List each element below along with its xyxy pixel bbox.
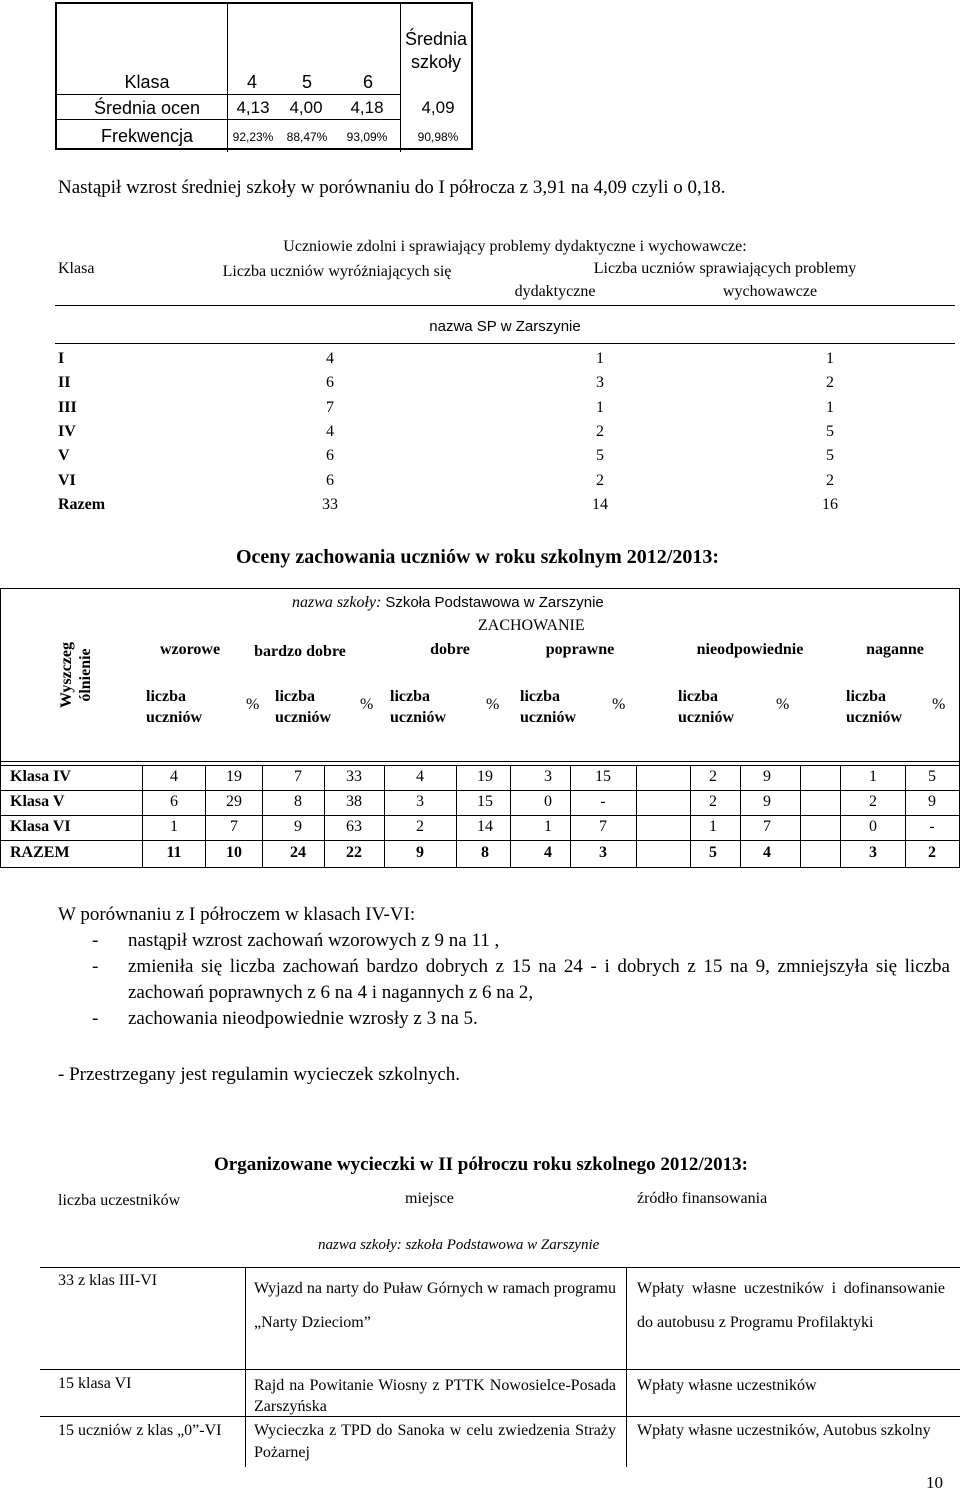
t3-school-label: nazwa szkoły: [292,594,382,611]
t3-cell: 7 [599,818,607,835]
t3-cell: 9 [763,768,771,785]
t3-cell: - [600,793,606,810]
t1-header-6: 6 [362,72,373,92]
t2-cell: 4 [326,422,334,440]
t2-col-problem: Liczba uczniów sprawiających problemy [593,260,857,277]
t3-row-label: Klasa IV [10,768,71,785]
t1-cell: 93,09% [346,130,388,144]
t2-row-label: VI [58,471,76,489]
t2-cell: 3 [596,374,604,392]
t3-cell: 33 [346,768,362,785]
t2-col-klasa: Klasa [58,260,95,277]
t4-place: Rajd na Powitanie Wiosny z PTTK Nowosielce-Posada Zarszyńska [254,1377,616,1415]
t3-cell: 8 [294,793,302,810]
average-increase-sentence: Nastąpił wzrost średniej szkoły w porównaniu do I półrocza z 3,91 na 4,09 czyli o 0,18. [58,177,726,198]
t4-heading: Organizowane wycieczki w II półroczu roku szkolnego 2012/2013: [214,1154,748,1175]
t1-cell: 4,00 [289,98,323,117]
t1-row-label: Średnia ocen [93,98,201,118]
t3-liczba-label: liczba uczniów [678,688,734,726]
t2-cell: 16 [822,495,838,513]
t1-header-5: 5 [301,72,312,92]
t3-liczba-label: liczba uczniów [146,688,202,726]
t2-cell: 1 [826,398,834,416]
t1-row-label: Frekwencja [100,126,194,146]
t2-row-label: V [58,447,70,465]
t3-side-label: Wyszczeg ólnienie [58,641,94,709]
t4-count: 15 uczniów z klas „0”-VI [58,1422,222,1439]
t3-category: poprawne [545,641,615,658]
t2-title: Uczniowie zdolni i sprawiający problemy dydaktyczne i wychowawcze: [283,238,747,255]
t3-cell: 2 [709,768,717,785]
t3-pct-label: % [776,696,790,713]
t4-col-count: liczba uczestników [58,1192,181,1209]
t4-col-place: miejsce [405,1190,454,1207]
t3-cell: 9 [294,818,302,835]
t2-cell: 1 [596,398,604,416]
t3-cell: 5 [709,844,717,861]
t2-cell: 33 [322,495,338,513]
t3-pct-label: % [932,696,946,713]
t3-cell: 19 [477,768,493,785]
t2-cell: 14 [592,495,608,513]
t3-cell: 22 [346,844,362,861]
t3-cell: 3 [416,793,424,810]
summary-intro: W porównaniu z I półroczem w klasach IV-VI: [58,904,416,925]
t1-cell: 4,09 [421,98,455,117]
t2-col-wych: wychowawcze [722,283,818,300]
t2-cell: 2 [826,374,834,392]
t1-cell: 92,23% [232,130,274,144]
t2-cell: 2 [826,471,834,489]
summary-bullet: zmieniła się liczba zachowań bardzo dobrych z 15 na 24 - i dobrych z 15 na 9, zmniejszyła się liczba zachowań poprawnych z 6 na 4 i nagannych z 6 na 2, [128,956,950,1003]
t3-category: bardzo dobre [254,643,346,660]
t3-cell: 1 [170,818,178,835]
t3-cell: 14 [477,818,493,835]
t4-col-fund: źródło finansowania [637,1190,768,1207]
t1-cell: 88,47% [286,130,328,144]
t2-cell: 4 [326,350,334,367]
t2-cell: 1 [596,350,604,367]
t2-cell: 1 [826,350,834,367]
t4-fund: Wpłaty własne uczestników i dofinansowanie do autobusu z Programu Profilaktyki [637,1280,945,1331]
t3-pct-label: % [246,696,260,713]
t2-cell: 2 [596,471,604,489]
t1-header-4: 4 [246,72,257,92]
t4-place: Wycieczka z TPD do Sanoka w celu zwiedzenia Straży Pożarnej [254,1422,616,1461]
t3-cell: 3 [599,844,607,861]
summary-bullet: nastąpił wzrost zachowań wzorowych z 9 na 11 , [128,930,500,951]
t3-liczba-label: liczba uczniów [846,688,902,726]
t3-cell: 0 [869,818,877,835]
t3-cell: 2 [928,844,936,861]
t3-cell: 5 [928,768,936,785]
t3-liczba-label: liczba uczniów [275,688,331,726]
t3-row-label: Klasa VI [10,818,71,835]
t2-cell: 6 [326,447,334,465]
t2-row-label: III [58,398,77,416]
t3-cell: - [929,818,935,835]
t3-cell: 8 [481,844,489,861]
t3-heading: Oceny zachowania uczniów w roku szkolnym 2012/2013: [236,546,719,568]
t3-cell: 2 [709,793,717,810]
t3-row-label: Klasa V [10,793,65,810]
t3-cell: 0 [544,793,552,810]
t3-cell: 7 [763,818,771,835]
t3-pct-label: % [612,696,626,713]
t2-cell: 5 [826,447,834,465]
bullet-mark: - [92,930,99,951]
t1-header-klasa: Klasa [124,72,170,92]
regulamin-note: - Przestrzegany jest regulamin wycieczek szkolnych. [58,1064,461,1085]
t3-category: wzorowe [159,641,221,658]
bullet-mark: - [92,1008,99,1029]
t3-liczba-label: liczba uczniów [390,688,446,726]
t4-count: 33 z klas III-VI [58,1272,158,1289]
t3-category: dobre [430,641,470,658]
t3-cell: 4 [763,844,771,861]
t3-cell: 7 [230,818,238,835]
t3-cell: 6 [170,793,178,810]
t3-cell: 1 [544,818,552,835]
t2-cell: 7 [326,398,334,416]
t3-zachowanie: ZACHOWANIE [478,617,585,634]
t2-col-dyd: dydaktyczne [514,283,596,300]
t3-cell: 29 [226,793,242,810]
t1-cell: 90,98% [417,130,459,144]
t4-school: nazwa szkoły: szkoła Podstawowa w Zarszynie [318,1237,600,1253]
t2-cell: 6 [326,471,334,489]
t2-row-label: II [58,374,71,392]
t3-cell: 2 [416,818,424,835]
t4-count: 15 klasa VI [58,1375,132,1392]
t3-row-label: RAZEM [10,844,70,861]
t4-fund: Wpłaty własne uczestników, Autobus szkolny [637,1422,931,1439]
bullet-mark: - [92,956,99,977]
t4-fund: Wpłaty własne uczestników [637,1377,817,1394]
t2-row-label: IV [58,422,76,440]
t3-cell: 3 [869,844,877,861]
t3-cell: 1 [709,818,717,835]
t3-cell: 10 [226,844,242,861]
t3-cell: 38 [346,793,362,810]
averages-table [55,2,473,150]
t3-pct-label: % [360,696,374,713]
summary-bullet: zachowania nieodpowiednie wzrosły z 3 na 5. [128,1008,478,1029]
t3-school [292,594,604,612]
t2-cell: 2 [596,422,604,440]
t3-cell: 4 [170,768,178,785]
t3-cell: 15 [595,768,611,785]
t3-cell: 4 [416,768,424,785]
t2-cell: 6 [326,374,334,392]
t2-row-label: Razem [58,495,106,513]
t2-col-wyroz: Liczba uczniów wyróżniających się [222,263,452,280]
t3-cell: 3 [544,768,552,785]
t2-row-label: I [58,350,65,367]
t3-cell: 19 [226,768,242,785]
t2-cell: 5 [826,422,834,440]
t3-liczba-label: liczba uczniów [520,688,576,726]
t1-header-srednia: Średnia szkoły [404,29,468,72]
t3-cell: 4 [544,844,552,861]
t2-school: nazwa SP w Zarszynie [429,318,581,335]
t3-school-name: Szkoła Podstawowa w Zarszynie [385,594,604,611]
t3-cell: 11 [166,844,182,861]
t3-cell: 1 [869,768,877,785]
t3-cell: 9 [928,793,936,810]
page-number: 10 [926,1473,943,1492]
t1-cell: 4,18 [350,98,384,117]
t3-cell: 63 [346,818,362,835]
t3-cell: 9 [416,844,424,861]
t3-cell: 2 [869,793,877,810]
t3-cell: 7 [294,768,302,785]
t3-pct-label: % [486,696,500,713]
t3-cell: 15 [477,793,493,810]
t3-cell: 9 [763,793,771,810]
t1-cell: 4,13 [236,98,270,117]
t2-cell: 5 [596,447,604,465]
t3-category: naganne [866,641,924,658]
t4-place: Wyjazd na narty do Puław Górnych w ramach programu „Narty Dzieciom” [254,1280,616,1331]
t3-category: nieodpowiednie [696,641,804,658]
t3-cell: 24 [290,844,306,861]
